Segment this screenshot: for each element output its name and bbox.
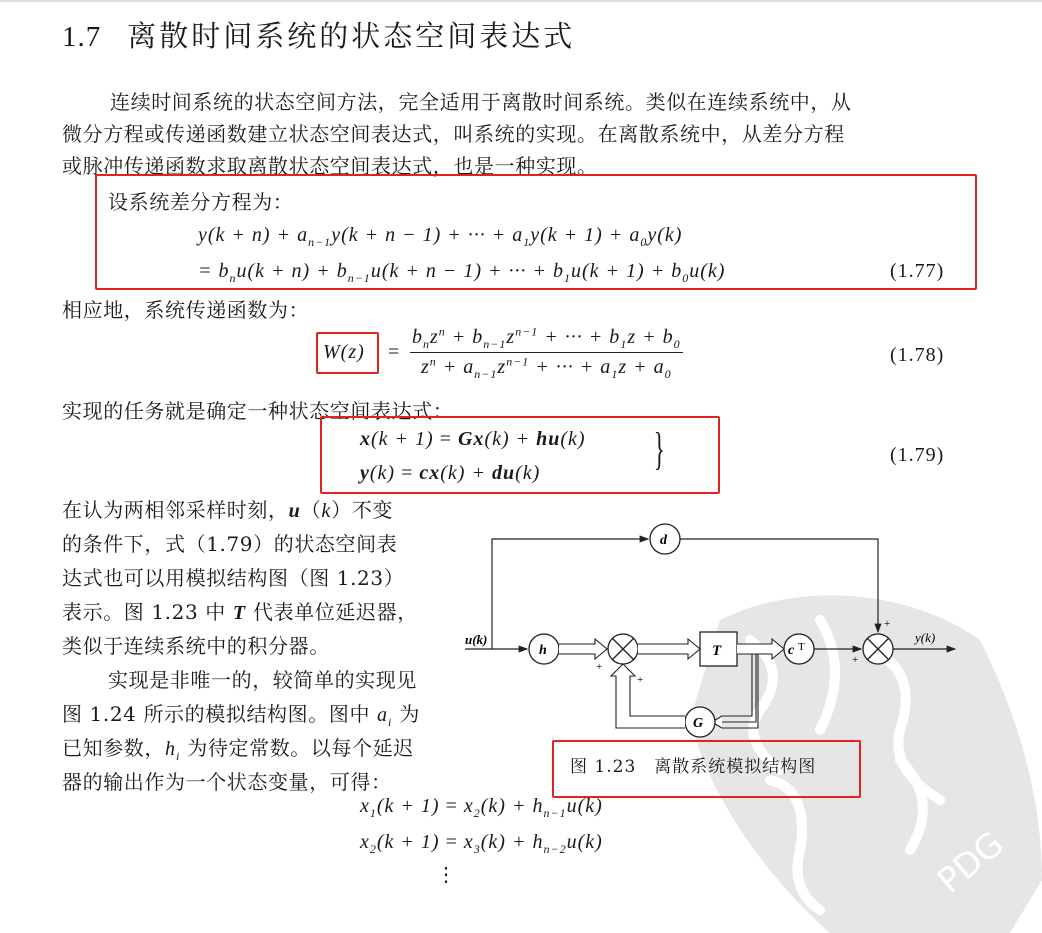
eq-1-78-equals: =: [388, 341, 401, 363]
eq-1-79-lead: 实现的任务就是确定一种状态空间表达式：: [62, 399, 454, 423]
side-text-line-6: 实现是非唯一的，较简单的实现见: [108, 668, 417, 692]
eq-1-79-line2: y(k) = cx(k) + du(k): [360, 462, 541, 484]
right-brace: }: [653, 423, 666, 474]
eq-1-78-denominator: $z^n + a_{n-1}z^{n-1}$ + ··· + $a_1z + a_0$: [421, 354, 672, 381]
state-equation-1: $x_1(k + 1) = x_2(k) + h_{n-1}u(k)$: [360, 795, 603, 820]
side-text-line-8: 已知参数，$h_i$ 为待定常数。以每个延迟: [62, 736, 414, 763]
intro-line-2: 微分方程或传递函数建立状态空间表达式，叫系统的实现。在离散系统中，从差分方程: [62, 122, 845, 146]
svg-text:+: +: [852, 654, 859, 666]
output-label: y(k): [915, 630, 936, 645]
eq-1-77-line1: $y(k + n) + a_{n-1}y(k + n - 1)$ + ··· + $a_1y(k + 1) + a_0y(k)$: [198, 224, 683, 249]
page-top-border: [0, 0, 1042, 2]
side-text-line-7: 图 1.24 所示的模拟结构图。图中 $a_i$ 为: [62, 702, 420, 729]
side-text-line-5: 类似于连续系统中的积分器。: [62, 634, 330, 658]
svg-text:G: G: [693, 716, 704, 731]
eq-1-78-number: (1.78): [890, 344, 945, 366]
side-text-line-4: 表示。图 1.23 中 T 代表单位延迟器，: [62, 600, 418, 624]
section-number: 1.7: [62, 21, 102, 53]
eq-1-77-line2: = $b_nu(k + n) + b_{n-1}u(k + n - 1)$ + ··· + $b_1u(k + 1) + b_0u(k)$: [198, 260, 726, 285]
section-title: 离散时间系统的状态空间表达式: [127, 19, 576, 53]
input-label: u(k): [465, 632, 488, 647]
side-text-line-1: 在认为两相邻采样时刻，u（k）不变: [62, 498, 394, 522]
svg-text:+: +: [596, 661, 603, 673]
eq-1-79-number: (1.79): [890, 444, 945, 466]
svg-text:T: T: [712, 643, 722, 659]
eq-1-77-lead: 设系统差分方程为：: [108, 190, 294, 214]
side-text-line-2: 的条件下，式（1.79）的状态空间表: [62, 532, 398, 556]
eq-1-78-lhs: W(z): [323, 341, 365, 363]
svg-text:+: +: [637, 674, 644, 686]
eq-1-79-line1: x(k + 1) = Gx(k) + hu(k): [360, 428, 586, 450]
vertical-ellipsis: ⋮: [436, 864, 457, 886]
side-text-line-3: 达式也可以用模拟结构图（图 1.23）: [62, 566, 405, 590]
svg-text:h: h: [539, 643, 547, 658]
eq-1-78-lead: 相应地，系统传递函数为：: [62, 298, 310, 322]
eq-1-78-numerator: $b_nz^n + b_{n-1}z^{n-1}$ + ··· + $b_1z + b_0$: [412, 324, 681, 351]
eq-1-78-fraction: [410, 326, 683, 379]
block-diagram: [460, 510, 980, 740]
svg-text:c: c: [788, 643, 795, 658]
svg-text:d: d: [660, 533, 667, 548]
svg-text:+: +: [884, 618, 891, 630]
intro-line-3: 或脉冲传递函数求取离散状态空间表达式，也是一种实现。: [62, 154, 598, 178]
section-heading: [62, 14, 575, 55]
svg-text:T: T: [798, 641, 805, 653]
side-text-line-9: 器的输出作为一个状态变量，可得：: [62, 770, 392, 794]
state-equation-2: $x_2(k + 1) = x_3(k) + h_{n-2}u(k)$: [360, 831, 603, 856]
figure-caption: 图 1.23 离散系统模拟结构图: [570, 757, 817, 777]
eq-1-77-number: (1.77): [890, 260, 945, 282]
intro-line-1: 连续时间系统的状态空间方法，完全适用于离散时间系统。类似在连续系统中，从: [110, 90, 852, 114]
svg-text:PDG: PDG: [929, 823, 1012, 902]
